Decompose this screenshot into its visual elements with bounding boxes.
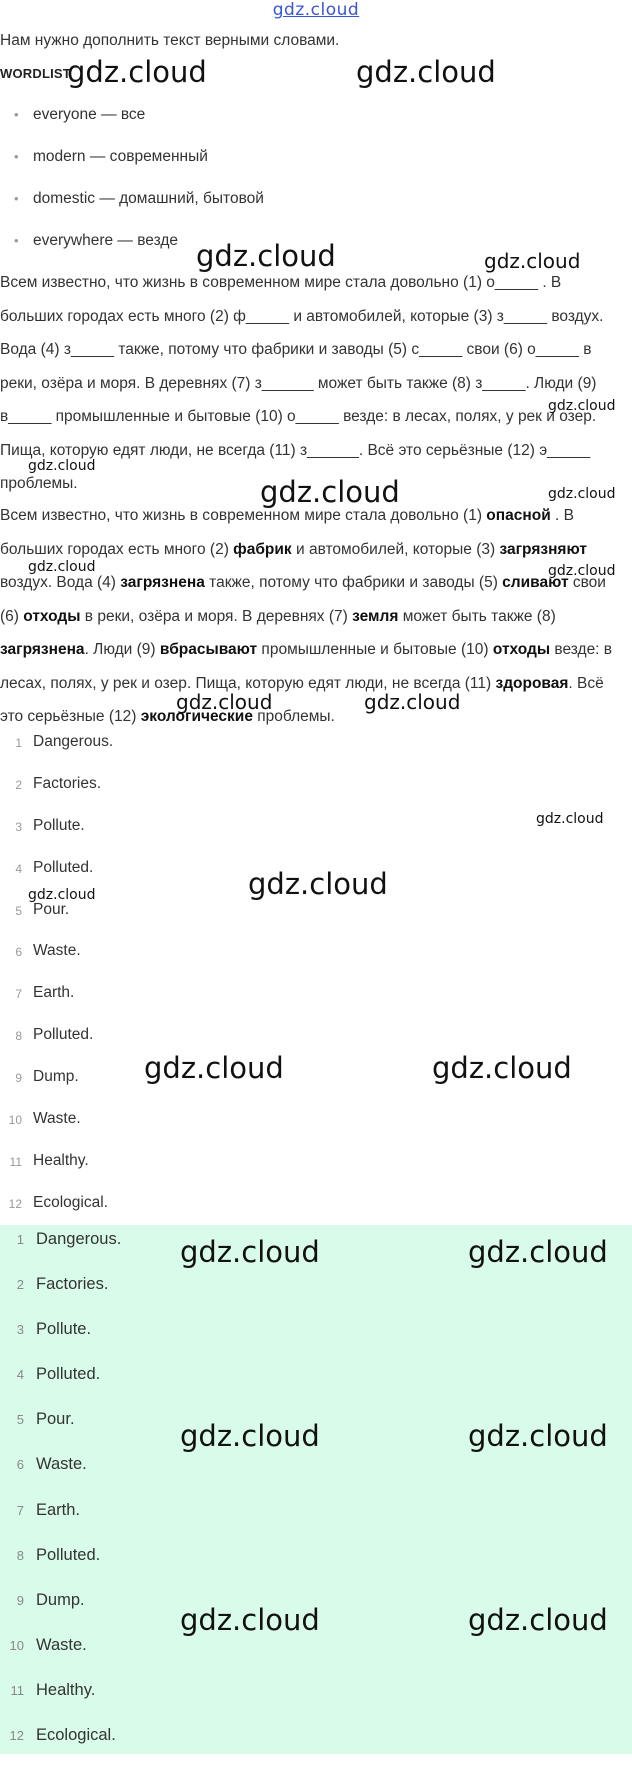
list-item <box>0 1109 632 1151</box>
item-number: 8 <box>15 1029 22 1044</box>
site-link[interactable]: gdz.cloud <box>272 0 360 20</box>
list-item <box>0 1317 632 1362</box>
item-number: 2 <box>16 1277 24 1293</box>
answer-word: фабрик <box>233 540 292 558</box>
wordlist-item: • everyone — все <box>0 105 560 147</box>
wordlist-item: • modern — современный <box>0 147 560 189</box>
item-number: 1 <box>16 1232 24 1247</box>
item-number: 11 <box>10 1682 24 1698</box>
watermark: gdz.cloud <box>144 1051 284 1085</box>
list-item <box>0 1452 632 1497</box>
answer-word: загрязнена <box>120 574 205 591</box>
answer-word: загрязняют <box>499 540 587 558</box>
watermark: gdz.cloud <box>548 563 616 579</box>
wordlist-item: • domestic — домашний, бытовой <box>0 189 560 231</box>
watermark: gdz.cloud <box>468 1235 608 1269</box>
answer-word: отходы <box>23 607 81 625</box>
item-text: Ecological. <box>36 1726 116 1745</box>
item-text: Polluted. <box>33 1026 94 1044</box>
item-number: 5 <box>16 1412 24 1428</box>
watermark: gdz.cloud <box>364 690 461 714</box>
watermark: gdz.cloud <box>180 1235 320 1269</box>
item-text: Waste. <box>36 1455 87 1474</box>
item-number: 4 <box>15 861 22 876</box>
item-text: Dump. <box>36 1590 85 1609</box>
item-number: 3 <box>15 819 22 834</box>
watermark: gdz.cloud <box>180 1419 320 1453</box>
watermark: gdz.cloud <box>180 1603 320 1637</box>
watermark: gdz.cloud <box>176 690 273 714</box>
answer-word: вбрасывают <box>159 641 258 658</box>
item-number: 7 <box>16 1502 24 1518</box>
item-number: 10 <box>9 1637 24 1653</box>
watermark: gdz.cloud <box>432 1051 572 1085</box>
item-text: Waste. <box>36 1635 87 1654</box>
item-number: 8 <box>16 1547 24 1563</box>
item-text: Dangerous. <box>33 733 114 750</box>
watermark: gdz.cloud <box>28 458 96 474</box>
answer-word: опасной <box>486 507 551 524</box>
item-number: 12 <box>9 1728 24 1744</box>
list-item <box>0 732 632 774</box>
list-item <box>0 1723 632 1768</box>
list-item <box>0 1543 632 1588</box>
item-number: 4 <box>16 1367 24 1383</box>
item-text: Earth. <box>33 984 75 1002</box>
item-text: Factories. <box>33 774 102 792</box>
list-item <box>0 1362 632 1407</box>
item-text: Healthy. <box>36 1680 96 1699</box>
item-number: 9 <box>16 1592 24 1608</box>
item-number: 7 <box>15 987 22 1002</box>
list-item <box>0 1633 632 1678</box>
item-text: Waste. <box>33 1110 81 1128</box>
item-text: Ecological. <box>33 1193 108 1211</box>
answer-word: экологические <box>140 708 253 725</box>
item-text: Pollute. <box>36 1320 92 1339</box>
answer-word: земля <box>352 607 399 625</box>
watermark: gdz.cloud <box>548 398 616 414</box>
list-item <box>0 1678 632 1723</box>
watermark: gdz.cloud <box>260 475 400 509</box>
task-intro: Нам нужно дополнить текст верными словами. <box>0 32 340 49</box>
watermark: gdz.cloud <box>536 811 604 827</box>
list-item <box>0 1272 632 1317</box>
answer-word: сливают <box>502 574 569 591</box>
task-text: Всем известно, что жизнь в современном мире стала довольно (1) о_____ . В больших городах есть много (2) ф_____ и автомобилей, которые (3) з_____ воздух. Вода (4) з_____ также, потому что фабрики и заводы (5) с_____ свои (6) о_____ в реки, озёра и моря. В деревнях (7) з______ может быть также (8) з_____. Люди (9) в_____ промышленные и бытовые (10) о_____ везде: в лесах, полях, у рек и озер. Пища, которую едят люди, не всегда (11) з______. Всё это серьёзные (12) э_____ проблемы. <box>0 274 604 492</box>
item-text: Pollute. <box>33 816 85 834</box>
item-text: Polluted. <box>36 1545 101 1564</box>
watermark: gdz.cloud <box>196 239 336 273</box>
item-number: 6 <box>15 945 22 960</box>
item-number: 12 <box>8 1196 22 1211</box>
watermark: gdz.cloud <box>468 1419 608 1453</box>
item-number: 3 <box>16 1322 24 1338</box>
item-text: Pour. <box>36 1410 75 1429</box>
list-item <box>0 774 632 816</box>
watermark: gdz.cloud <box>248 867 388 901</box>
list-item <box>0 1151 632 1193</box>
item-text: Healthy. <box>33 1151 89 1169</box>
list-item <box>0 941 632 983</box>
list-item <box>0 900 632 942</box>
item-number: 10 <box>8 1113 22 1128</box>
item-text: Waste. <box>33 942 81 960</box>
answer-word: отходы <box>492 641 551 658</box>
item-text: Pour. <box>33 900 70 918</box>
item-text: Factories. <box>36 1275 109 1294</box>
watermark: gdz.cloud <box>484 249 581 273</box>
answer-list <box>0 732 632 1235</box>
answer-panel-list <box>0 1227 632 1768</box>
item-number: 5 <box>15 903 22 918</box>
item-number: 6 <box>16 1457 24 1473</box>
item-number: 1 <box>15 736 22 750</box>
item-text: Polluted. <box>33 858 94 876</box>
answer-text: Всем известно, что жизнь в современном мире стала довольно (1) опасной . В больших городах есть много (2) фабрик и автомобилей, которые (3) загрязняют воздух. Вода (4) загрязнена также, потому что фабрики и заводы (5) сливают свои (6) отходы в реки, озёра и моря. В деревнях (7) земля может быть также (8) загрязнена. Люди (9) вбрасывают промышленные и бытовые (10) отходы везде: в лесах, полях, у рек и озер. Пища, которую едят люди, не всегда (11) здоровая. Всё это серьёзные (12) экологические проблемы. <box>0 507 613 725</box>
watermark: gdz.cloud <box>67 55 207 89</box>
item-text: Polluted. <box>36 1365 101 1384</box>
item-number: 11 <box>9 1154 22 1169</box>
watermark: gdz.cloud <box>28 559 96 575</box>
watermark: gdz.cloud <box>356 55 496 89</box>
item-text: Earth. <box>36 1500 81 1519</box>
item-number: 2 <box>15 777 22 792</box>
watermark: gdz.cloud <box>548 486 616 502</box>
watermark: gdz.cloud <box>28 887 96 903</box>
item-text: Dump. <box>33 1068 79 1086</box>
item-text: Dangerous. <box>36 1230 122 1248</box>
item-number: 9 <box>15 1071 22 1086</box>
list-item <box>0 1498 632 1543</box>
answer-word: загрязнена <box>0 641 85 658</box>
list-item <box>0 983 632 1025</box>
watermark: gdz.cloud <box>468 1603 608 1637</box>
wordlist-item: • everywhere — везде <box>0 231 560 273</box>
wordlist-label: WORDLIST <box>0 66 71 81</box>
answer-word: здоровая <box>495 674 569 692</box>
